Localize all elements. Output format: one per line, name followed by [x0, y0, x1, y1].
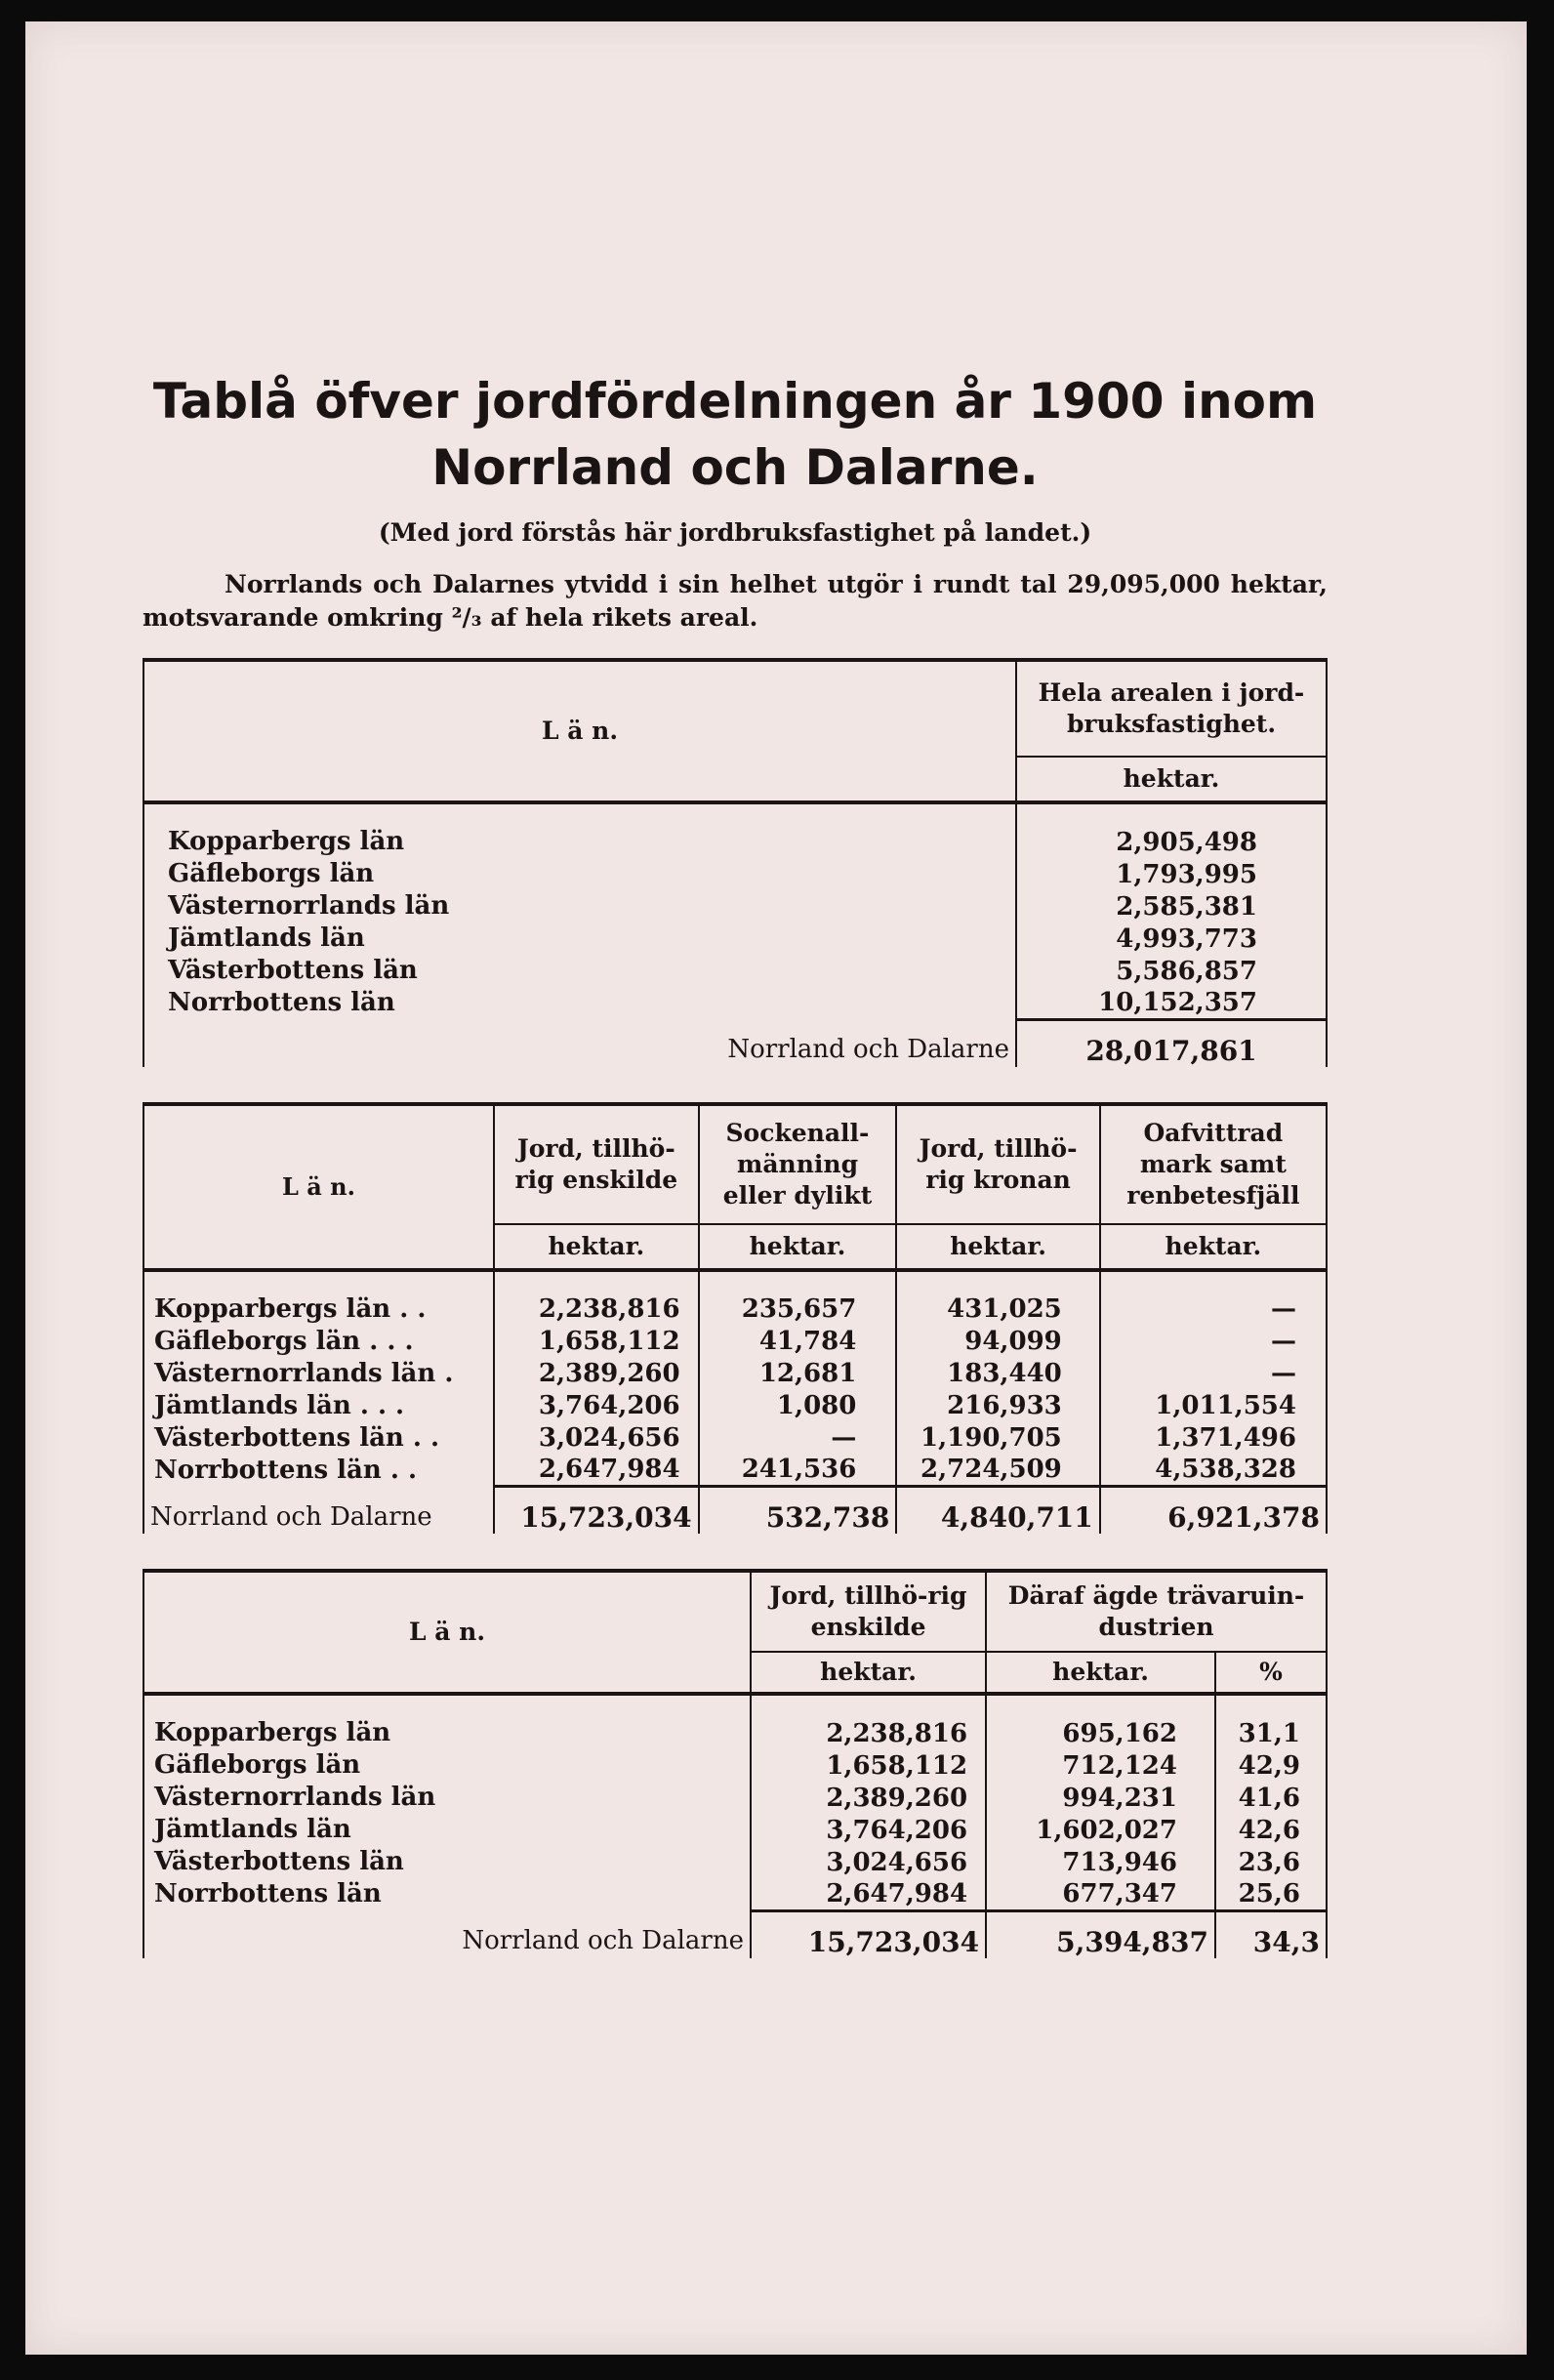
title-line-2: Norrland och Dalarne.: [431, 439, 1039, 496]
table-row: [143, 1293, 1327, 1326]
t2-row-c2: 1,080: [699, 1390, 897, 1422]
t2-total-c3: 4,840,711: [896, 1487, 1099, 1535]
t3-row-name: Gäfleborgs län: [143, 1749, 751, 1782]
t1-row-name: Kopparbergs län: [143, 826, 1016, 858]
t3-row-name: Västernorrlands län: [143, 1782, 751, 1814]
t2-row-name: Västerbottens län . .: [143, 1422, 494, 1455]
title-line-1: Tablå öfver jordfördelningen år 1900 inom: [152, 373, 1318, 430]
table-2: [143, 1102, 1328, 1535]
t1-header-area: Hela arealen i jord-bruksfastighet.: [1016, 662, 1327, 757]
t2-total-c4: 6,921,378: [1100, 1487, 1327, 1535]
page-title: [143, 368, 1328, 501]
t2-row-c3: 183,440: [896, 1358, 1099, 1390]
t3-header-col1: Jord, tillhö-rig enskilde: [751, 1573, 986, 1652]
t2-row-c4: 4,538,328: [1100, 1455, 1327, 1487]
t2-row-c2: 12,681: [699, 1358, 897, 1390]
t3-row-c2: 712,124: [986, 1749, 1215, 1782]
t2-row-name: Kopparbergs län . .: [143, 1293, 494, 1326]
t3-row-c2: 677,347: [986, 1878, 1215, 1910]
t3-row-name: Kopparbergs län: [143, 1717, 751, 1749]
t3-row-name: Jämtlands län: [143, 1814, 751, 1846]
t1-row-value: 1,793,995: [1016, 858, 1327, 890]
t2-row-c2: 235,657: [699, 1293, 897, 1326]
t3-row-c2: 1,602,027: [986, 1814, 1215, 1846]
table-3-grid: [143, 1573, 1328, 1958]
t2-header-lan: L ä n.: [143, 1106, 494, 1270]
table-row: [143, 987, 1327, 1019]
t1-row-value: 5,586,857: [1016, 955, 1327, 987]
t3-row-c1: 3,024,656: [751, 1846, 986, 1878]
t2-row-name: Gäfleborgs län . . .: [143, 1326, 494, 1358]
t2-unit-4: hektar.: [1100, 1224, 1327, 1270]
t2-body: [143, 1293, 1327, 1487]
t1-body: [143, 826, 1327, 1019]
t2-row-c2: 241,536: [699, 1455, 897, 1487]
t3-header-col2: Däraf ägde trävaruin-dustrien: [986, 1573, 1327, 1652]
t3-total-label: Norrland och Dalarne: [143, 1910, 751, 1958]
t2-row-c1: 2,389,260: [494, 1358, 699, 1390]
t3-row-c1: 2,389,260: [751, 1782, 986, 1814]
table-row: [143, 1455, 1327, 1487]
t3-row-name: Norrbottens län: [143, 1878, 751, 1910]
t2-total-label: Norrland och Dalarne: [143, 1487, 494, 1535]
table-row: [143, 1326, 1327, 1358]
table-row: [143, 1749, 1327, 1782]
t3-unit-pct: %: [1215, 1652, 1327, 1694]
t2-row-c1: 3,764,206: [494, 1390, 699, 1422]
t2-row-c3: 1,190,705: [896, 1422, 1099, 1455]
t3-row-c3: 31,1: [1215, 1717, 1327, 1749]
table-row: [143, 1878, 1327, 1910]
table-2-grid: [143, 1106, 1328, 1535]
table-row: [143, 1358, 1327, 1390]
t1-row-name: Gäfleborgs län: [143, 858, 1016, 890]
t2-row-name: Jämtlands län . . .: [143, 1390, 494, 1422]
t2-unit-3: hektar.: [896, 1224, 1099, 1270]
t1-row-value: 10,152,357: [1016, 987, 1327, 1019]
table-row: [143, 1814, 1327, 1846]
t2-row-name: Norrbottens län . .: [143, 1455, 494, 1487]
t3-row-c1: 1,658,112: [751, 1749, 986, 1782]
t2-row-c2: 41,784: [699, 1326, 897, 1358]
t2-row-c4: —: [1100, 1358, 1327, 1390]
t3-header-lan: L ä n.: [143, 1573, 751, 1694]
t3-body: [143, 1717, 1327, 1910]
table-row: [143, 923, 1327, 955]
t2-row-name: Västernorrlands län .: [143, 1358, 494, 1390]
t2-row-c1: 2,238,816: [494, 1293, 699, 1326]
t2-row-c3: 94,099: [896, 1326, 1099, 1358]
t2-row-c4: 1,011,554: [1100, 1390, 1327, 1422]
t1-row-value: 2,905,498: [1016, 826, 1327, 858]
t1-header-lan: L ä n.: [143, 662, 1016, 802]
t1-header-unit: hektar.: [1016, 757, 1327, 802]
t3-row-c3: 42,6: [1215, 1814, 1327, 1846]
table-1-grid: [143, 662, 1328, 1067]
t2-header-col4: Oafvittrad mark samt renbetesfjäll: [1100, 1106, 1327, 1224]
t1-row-value: 2,585,381: [1016, 890, 1327, 923]
document-page: [25, 21, 1527, 2355]
table-row: [143, 1846, 1327, 1878]
t3-total-c3: 34,3: [1215, 1910, 1327, 1958]
t1-row-name: Jämtlands län: [143, 923, 1016, 955]
table-row: [143, 1717, 1327, 1749]
table-row: [143, 1390, 1327, 1422]
table-row: [143, 955, 1327, 987]
t3-row-c3: 25,6: [1215, 1878, 1327, 1910]
intro-paragraph: Norrlands och Dalarnes ytvidd i sin helhet utgör i rundt tal 29,095,000 hektar, motsvarande omkring ²/₃ af hela rikets areal.: [143, 570, 1328, 632]
t3-row-c3: 42,9: [1215, 1749, 1327, 1782]
t2-total-c1: 15,723,034: [494, 1487, 699, 1535]
table-3: [143, 1569, 1328, 1958]
t3-row-c1: 2,647,984: [751, 1878, 986, 1910]
t1-total-value: 28,017,861: [1016, 1019, 1327, 1067]
t1-row-name: Västerbottens län: [143, 955, 1016, 987]
subtitle: (Med jord förstås här jordbruksfastighet på landet.): [378, 518, 1092, 547]
t3-row-name: Västerbottens län: [143, 1846, 751, 1878]
t2-row-c1: 2,647,984: [494, 1455, 699, 1487]
t2-header-col3: Jord, tillhö-rig kronan: [896, 1106, 1099, 1224]
t2-row-c4: —: [1100, 1326, 1327, 1358]
t3-row-c3: 23,6: [1215, 1846, 1327, 1878]
t1-row-value: 4,993,773: [1016, 923, 1327, 955]
t1-total-label: Norrland och Dalarne: [143, 1019, 1016, 1067]
table-row: [143, 858, 1327, 890]
table-row: [143, 826, 1327, 858]
t3-total-c2: 5,394,837: [986, 1910, 1215, 1958]
t3-total-c1: 15,723,034: [751, 1910, 986, 1958]
t1-row-name: Norrbottens län: [143, 987, 1016, 1019]
document-content: [143, 368, 1328, 1958]
t3-row-c1: 2,238,816: [751, 1717, 986, 1749]
t2-unit-1: hektar.: [494, 1224, 699, 1270]
table-row: [143, 1782, 1327, 1814]
table-1: [143, 658, 1328, 1067]
t2-row-c4: —: [1100, 1293, 1327, 1326]
t3-row-c3: 41,6: [1215, 1782, 1327, 1814]
t2-unit-2: hektar.: [699, 1224, 897, 1270]
t3-row-c2: 695,162: [986, 1717, 1215, 1749]
t3-unit-1: hektar.: [751, 1652, 986, 1694]
t3-row-c2: 713,946: [986, 1846, 1215, 1878]
table-row: [143, 1422, 1327, 1455]
t1-row-name: Västernorrlands län: [143, 890, 1016, 923]
t3-unit-2: hektar.: [986, 1652, 1215, 1694]
t2-row-c4: 1,371,496: [1100, 1422, 1327, 1455]
t2-row-c1: 3,024,656: [494, 1422, 699, 1455]
t2-row-c2: —: [699, 1422, 897, 1455]
t2-row-c1: 1,658,112: [494, 1326, 699, 1358]
t2-row-c3: 431,025: [896, 1293, 1099, 1326]
t2-row-c3: 2,724,509: [896, 1455, 1099, 1487]
t2-total-c2: 532,738: [699, 1487, 897, 1535]
t3-row-c1: 3,764,206: [751, 1814, 986, 1846]
t3-row-c2: 994,231: [986, 1782, 1215, 1814]
t2-header-col1: Jord, tillhö-rig enskilde: [494, 1106, 699, 1224]
t2-row-c3: 216,933: [896, 1390, 1099, 1422]
table-row: [143, 890, 1327, 923]
t2-header-col2: Sockenall-männing eller dylikt: [699, 1106, 897, 1224]
